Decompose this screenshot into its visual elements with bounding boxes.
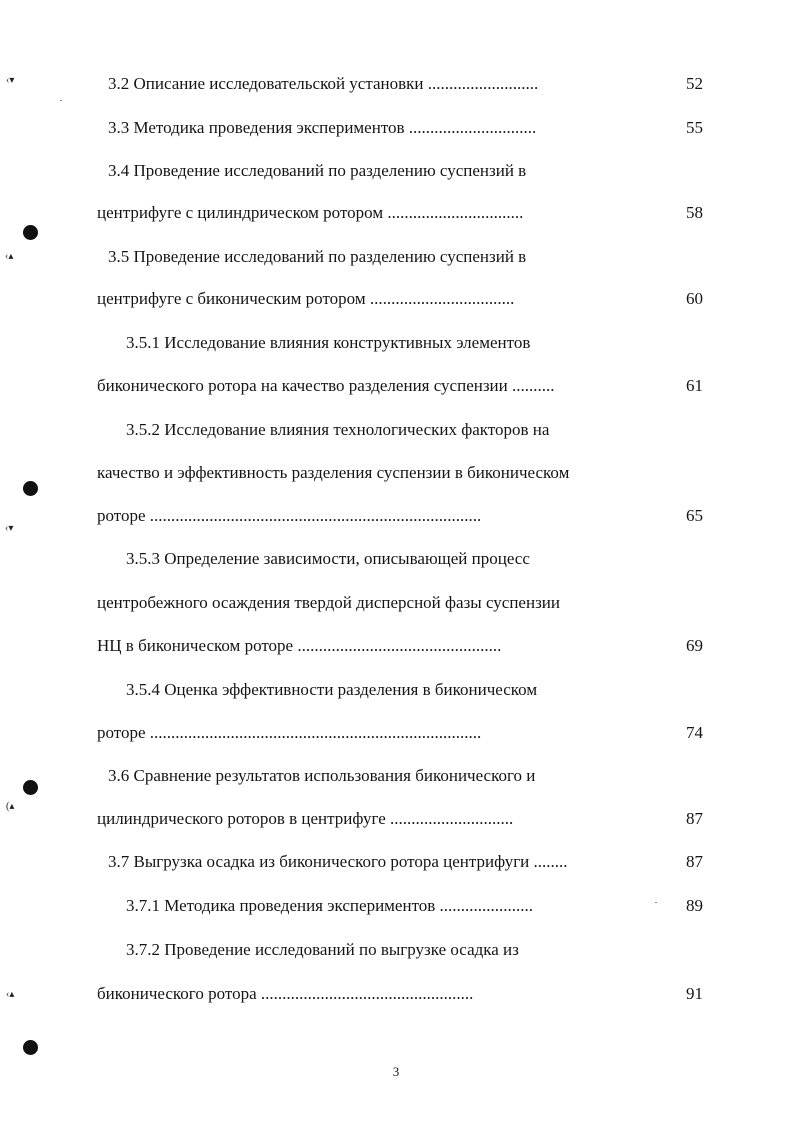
toc-entry: цилиндрического роторов в центрифуге .............................: [97, 809, 514, 828]
toc-entry: центрифуге с биконическим ротором ..................................: [97, 289, 515, 308]
toc-page-number: 91: [686, 984, 703, 1003]
toc-page-number: 61: [686, 376, 703, 395]
toc-page-number: 60: [686, 289, 703, 308]
toc-entry: 3.5 Проведение исследований по разделению суспензий в: [108, 247, 527, 266]
toc-entry: 3.5.2 Исследование влияния технологических факторов на: [126, 420, 550, 439]
toc-entry: 3.4 Проведение исследований по разделению суспензий в: [108, 161, 527, 180]
toc-entry: 3.7 Выгрузка осадка из биконического ротора центрифуги ........: [108, 852, 568, 871]
punch-hole: [23, 481, 38, 496]
toc-page-number: 55: [686, 118, 703, 137]
toc-entry: роторе ..............................................................................: [97, 506, 482, 525]
scan-speck: [60, 100, 62, 101]
toc-entry: НЦ в биконическом роторе ................................................: [97, 636, 502, 655]
punch-hole: [23, 1040, 38, 1055]
toc-entry: 3.3 Методика проведения экспериментов ..............................: [108, 118, 537, 137]
toc-entry: роторе ..............................................................................: [97, 723, 482, 742]
toc-entry: качество и эффективность разделения суспензии в биконическом: [97, 463, 570, 482]
toc-entry: центробежного осаждения твердой дисперсной фазы суспензии: [97, 593, 560, 612]
toc-entry: 3.5.1 Исследование влияния конструктивных элементов: [126, 333, 531, 352]
scan-mark: ‹▾: [5, 523, 14, 534]
toc-page-number: 65: [686, 506, 703, 525]
scan-mark: (▴: [6, 801, 15, 812]
punch-hole: [23, 225, 38, 240]
scan-mark: ‹▴: [5, 251, 14, 262]
toc-entry: 3.7.1 Методика проведения экспериментов ......................: [126, 896, 534, 915]
punch-hole: [23, 780, 38, 795]
toc-page-number: 58: [686, 203, 703, 222]
page-number: 3: [392, 1064, 400, 1079]
toc-entry: биконического ротора на качество разделения суспензии ..........: [97, 376, 555, 395]
scan-mark: ‹▾: [6, 75, 15, 86]
toc-page-number: 87: [686, 852, 703, 871]
toc-page-number: 89: [686, 896, 703, 915]
toc-entry: 3.6 Сравнение результатов использования биконического и: [108, 766, 536, 785]
toc-entry: 3.2 Описание исследовательской установки ..........................: [108, 74, 539, 93]
scan-mark: ‹▴: [6, 989, 15, 1000]
toc-page-number: 52: [686, 74, 703, 93]
scan-speck: [655, 902, 657, 903]
toc-entry: биконического ротора ..................................................: [97, 984, 474, 1003]
toc-entry: 3.5.4 Оценка эффективности разделения в биконическом: [126, 680, 538, 699]
toc-entry: 3.5.3 Определение зависимости, описывающей процесс: [126, 549, 530, 568]
toc-page-number: 87: [686, 809, 703, 828]
toc-page-number: 74: [686, 723, 703, 742]
toc-entry: 3.7.2 Проведение исследований по выгрузке осадка из: [126, 940, 519, 959]
toc-entry: центрифуге с цилиндрическом ротором ................................: [97, 203, 524, 222]
toc-page-number: 69: [686, 636, 703, 655]
